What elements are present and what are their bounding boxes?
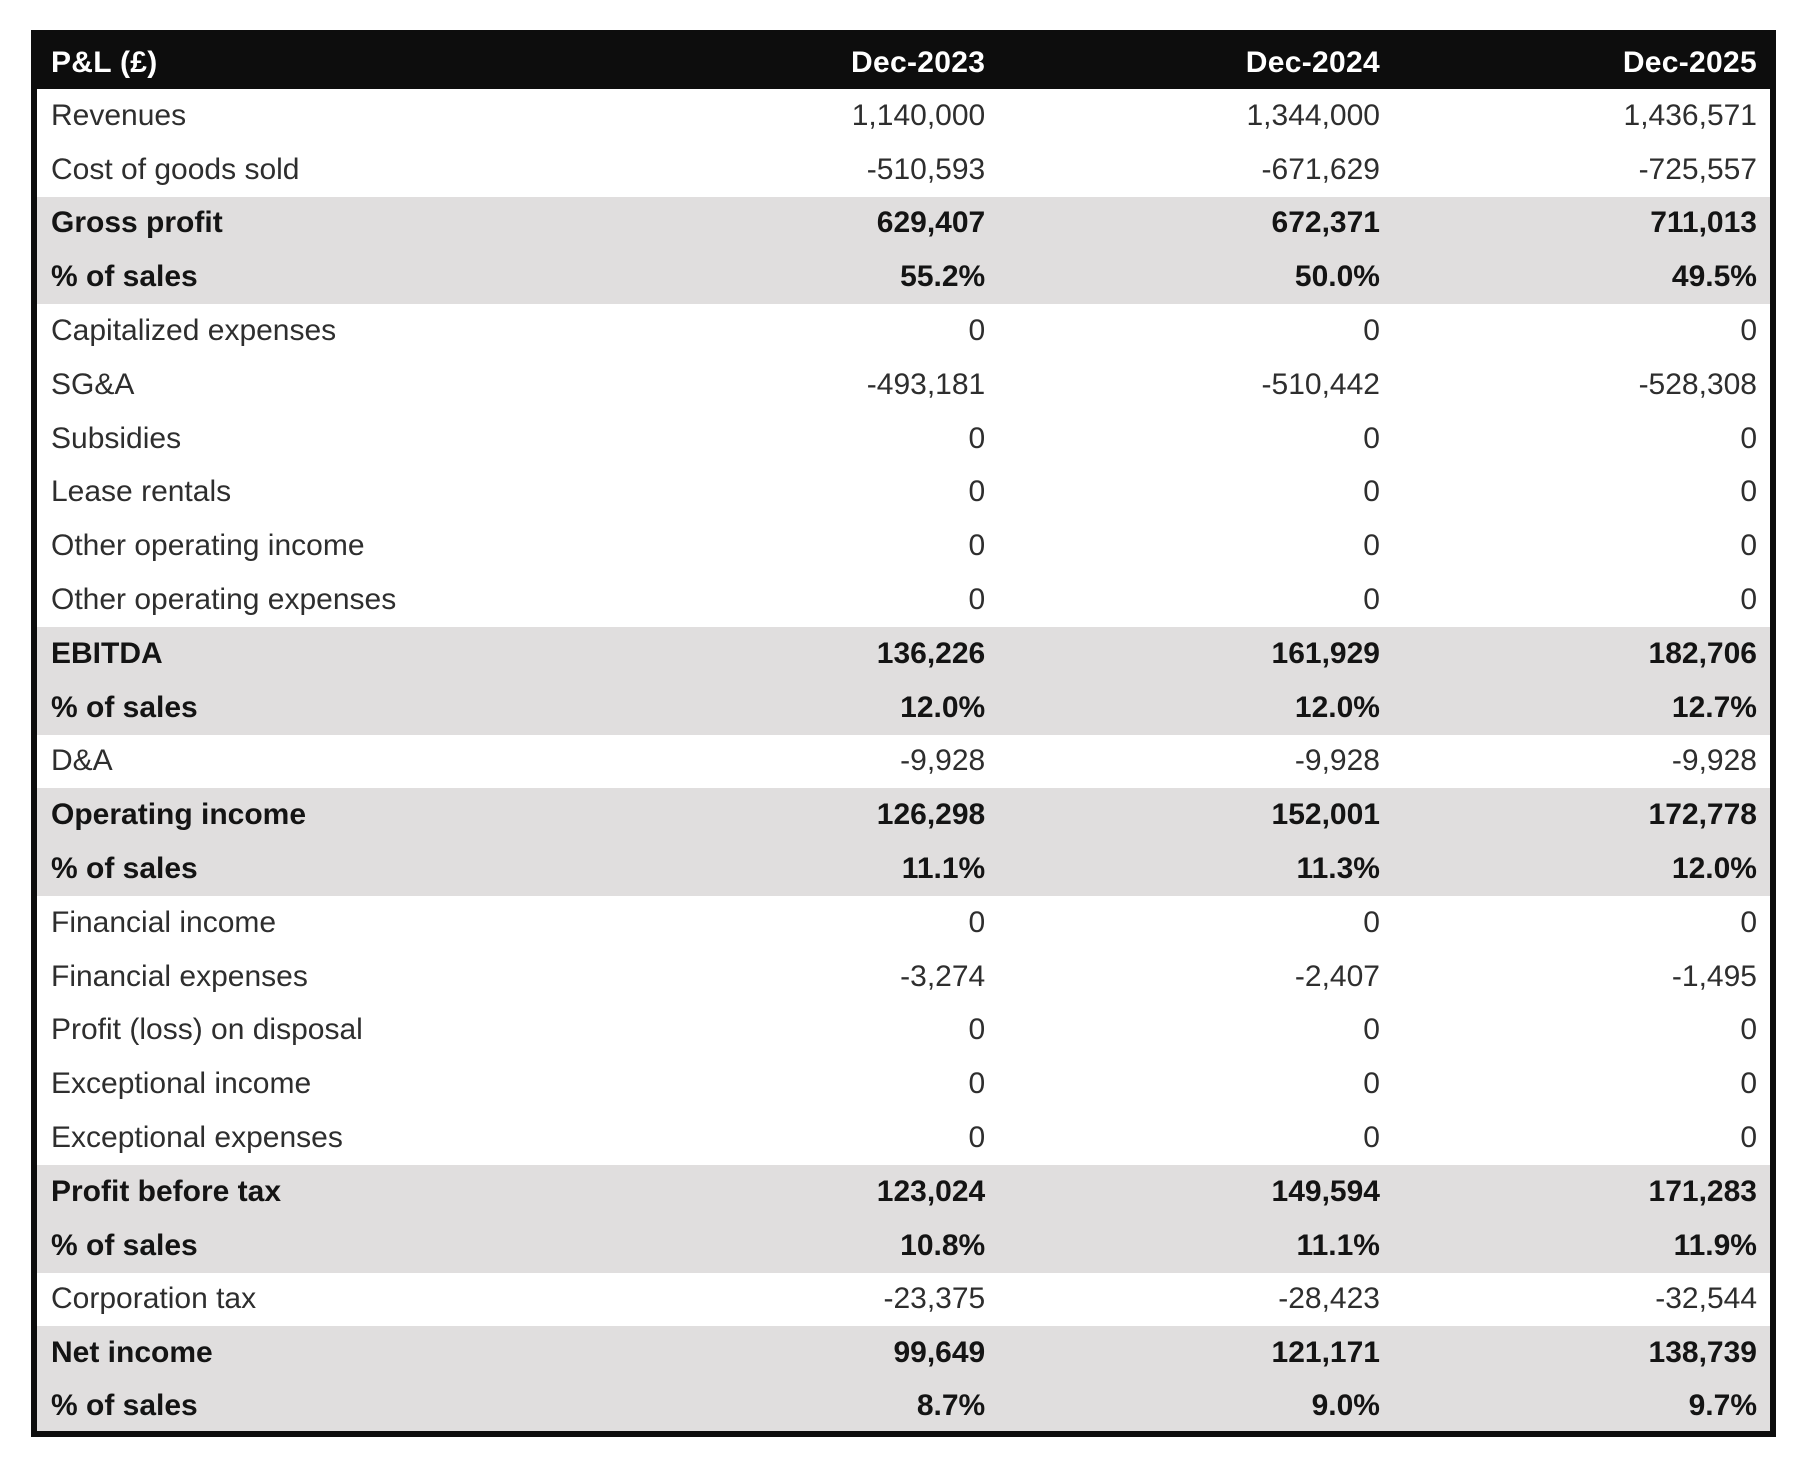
cell-value: 12.0% [573, 681, 985, 735]
row-label: Profit before tax [34, 1165, 573, 1219]
cell-value: 161,929 [985, 627, 1380, 681]
cell-value: 0 [1363, 529, 1380, 563]
cell-value: 0 [1740, 1013, 1757, 1047]
column-header-dec-2023: Dec-2023 [573, 33, 985, 89]
cell-value: -9,928 [900, 744, 986, 778]
cell-value: 126,298 [573, 788, 985, 842]
cell-value: -9,928 [1294, 744, 1380, 778]
cell-value: 0 [968, 529, 986, 563]
row-label: SG&A [51, 367, 135, 401]
row-label: Operating income [34, 788, 573, 842]
cell-value: 11.1% [573, 842, 985, 896]
row-label: D&A [51, 744, 113, 778]
cell-value: 10.8% [573, 1219, 985, 1273]
row-label: Financial expenses [51, 959, 308, 993]
cell-value: 12.0% [985, 681, 1380, 735]
cell-value: 0 [968, 905, 986, 939]
row-label: Financial income [51, 905, 277, 939]
table-title: P&L (£) [34, 33, 573, 89]
table-row [34, 358, 1773, 412]
cell-value: 99,649 [573, 1326, 985, 1380]
cell-value: 0 [1363, 475, 1380, 509]
cell-value: 0 [968, 1067, 986, 1101]
table-row [34, 896, 1773, 950]
cell-value: 182,706 [1380, 627, 1773, 681]
row-label: Profit (loss) on disposal [51, 1013, 363, 1047]
table-row [34, 1004, 1773, 1058]
cell-value: 121,171 [985, 1326, 1380, 1380]
cell-value: 12.7% [1380, 681, 1773, 735]
cell-value: 0 [1363, 1121, 1380, 1155]
cell-value: -1,495 [1671, 959, 1757, 993]
row-label: EBITDA [34, 627, 573, 681]
table-row [34, 1057, 1773, 1111]
cell-value: 0 [1363, 1013, 1380, 1047]
cell-value: 0 [1363, 905, 1380, 939]
row-label: Subsidies [51, 421, 182, 455]
row-label: Exceptional income [51, 1067, 312, 1101]
row-label: Net income [34, 1326, 573, 1380]
table-row [34, 197, 1773, 251]
cell-value: 49.5% [1380, 250, 1773, 304]
cell-value: 50.0% [985, 250, 1380, 304]
row-label: % of sales [34, 1219, 573, 1273]
cell-value: 0 [1740, 421, 1757, 455]
cell-value: -725,557 [1638, 152, 1757, 186]
table-row [34, 1273, 1773, 1327]
cell-value: 0 [968, 475, 986, 509]
table-row [34, 412, 1773, 466]
row-label: Corporation tax [51, 1282, 257, 1316]
cell-value: -32,544 [1655, 1282, 1757, 1316]
cell-value: 0 [1363, 1067, 1380, 1101]
table-row [34, 466, 1773, 520]
pnl-table [31, 30, 1776, 1437]
row-label: Cost of goods sold [51, 152, 300, 186]
row-label: Revenues [51, 98, 187, 132]
pnl-table-body [34, 89, 1773, 1434]
table-row [34, 1326, 1773, 1380]
cell-value: 0 [1740, 583, 1757, 617]
table-row [34, 1219, 1773, 1273]
cell-value: -9,928 [1671, 744, 1757, 778]
cell-value: -510,593 [866, 152, 986, 186]
column-header-dec-2025: Dec-2025 [1380, 33, 1773, 89]
row-label: Exceptional expenses [51, 1121, 343, 1155]
cell-value: 172,778 [1380, 788, 1773, 842]
cell-value: 0 [1740, 475, 1757, 509]
cell-value: 0 [968, 583, 986, 617]
table-row [34, 573, 1773, 627]
table-row [34, 1165, 1773, 1219]
cell-value: -510,442 [1261, 367, 1380, 401]
table-row [34, 143, 1773, 197]
row-label: Gross profit [34, 197, 573, 251]
table-row [34, 735, 1773, 789]
cell-value: 711,013 [1380, 197, 1773, 251]
cell-value: 1,436,571 [1623, 98, 1757, 132]
cell-value: 138,739 [1380, 1326, 1773, 1380]
cell-value: -28,423 [1278, 1282, 1380, 1316]
cell-value: 9.0% [985, 1380, 1380, 1434]
cell-value: -671,629 [1261, 152, 1380, 186]
table-row [34, 304, 1773, 358]
row-label: % of sales [34, 842, 573, 896]
header-row [34, 33, 1773, 89]
cell-value: 0 [968, 314, 986, 348]
table-row [34, 89, 1773, 143]
pnl-table-header [34, 33, 1773, 89]
cell-value: 0 [1363, 421, 1380, 455]
cell-value: 0 [968, 421, 986, 455]
table-row [34, 1111, 1773, 1165]
cell-value: 0 [1740, 1121, 1757, 1155]
cell-value: 12.0% [1380, 842, 1773, 896]
cell-value: 0 [968, 1121, 986, 1155]
cell-value: 672,371 [985, 197, 1380, 251]
cell-value: 152,001 [985, 788, 1380, 842]
cell-value: 11.9% [1380, 1219, 1773, 1273]
row-label: Other operating expenses [51, 583, 397, 617]
row-label: % of sales [34, 681, 573, 735]
table-row [34, 519, 1773, 573]
cell-value: -3,274 [900, 959, 986, 993]
cell-value: 11.3% [985, 842, 1380, 896]
table-row [34, 950, 1773, 1004]
cell-value: 55.2% [573, 250, 985, 304]
cell-value: 171,283 [1380, 1165, 1773, 1219]
row-label: % of sales [34, 1380, 573, 1434]
cell-value: 1,344,000 [1246, 98, 1380, 132]
cell-value: 0 [1740, 1067, 1757, 1101]
cell-value: 0 [1740, 529, 1757, 563]
column-header-dec-2024: Dec-2024 [985, 33, 1380, 89]
cell-value: 123,024 [573, 1165, 985, 1219]
cell-value: -493,181 [866, 367, 986, 401]
cell-value: 0 [1740, 905, 1757, 939]
table-row [34, 842, 1773, 896]
cell-value: 1,140,000 [851, 98, 986, 132]
row-label: Other operating income [51, 529, 365, 563]
table-row [34, 788, 1773, 842]
table-row [34, 250, 1773, 304]
cell-value: -528,308 [1638, 367, 1757, 401]
cell-value: 149,594 [985, 1165, 1380, 1219]
cell-value: 629,407 [573, 197, 985, 251]
row-label: Capitalized expenses [51, 314, 337, 348]
cell-value: 9.7% [1380, 1380, 1773, 1434]
cell-value: 136,226 [573, 627, 985, 681]
cell-value: 0 [1740, 314, 1757, 348]
table-row [34, 681, 1773, 735]
table-row [34, 627, 1773, 681]
cell-value: 0 [968, 1013, 986, 1047]
cell-value: 8.7% [573, 1380, 985, 1434]
table-row [34, 1380, 1773, 1434]
cell-value: -2,407 [1294, 959, 1380, 993]
cell-value: -23,375 [883, 1282, 986, 1316]
cell-value: 0 [1363, 583, 1380, 617]
cell-value: 0 [1363, 314, 1380, 348]
row-label: Lease rentals [51, 475, 232, 509]
row-label: % of sales [34, 250, 573, 304]
cell-value: 11.1% [985, 1219, 1380, 1273]
